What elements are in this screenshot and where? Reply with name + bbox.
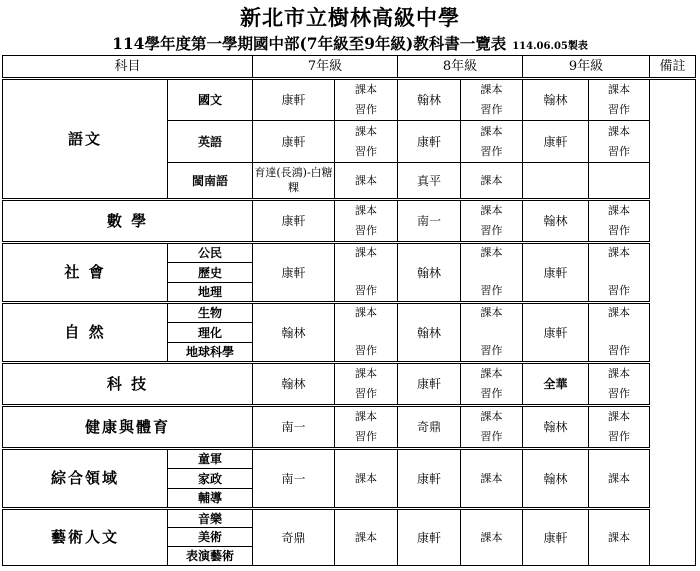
sub-minnan: 閩南語 (168, 163, 253, 200)
page-subtitle (0, 32, 700, 54)
materials-cell (589, 406, 650, 449)
subject-yishu: 藝術人文 (3, 509, 168, 566)
material-textbook: 課本 (355, 173, 378, 187)
material-workbook: 習作 (355, 103, 378, 116)
sub-tongjun: 童軍 (168, 449, 253, 469)
sub-diqiu: 地球科學 (168, 343, 253, 363)
material-textbook: 課本 (480, 83, 503, 96)
material-textbook: 課本 (608, 306, 631, 319)
material-textbook: 課本 (355, 306, 378, 319)
subject-ziran: 自 然 (3, 303, 168, 363)
material-workbook: 習作 (608, 387, 631, 400)
material-textbook: 課本 (480, 530, 503, 544)
material-textbook: 課本 (355, 410, 378, 423)
page-title: 新北市立樹林高級中學 (240, 5, 460, 30)
pub-g7: 奇鼎 (253, 509, 335, 566)
pub-g9: 全華 (523, 363, 589, 406)
sub-shengwu: 生物 (168, 303, 253, 323)
material-workbook: 習作 (608, 430, 631, 443)
material-textbook: 課本 (480, 306, 503, 319)
materials-cell (589, 449, 650, 509)
material-workbook: 習作 (480, 144, 503, 158)
pub-g8: 真平 (398, 163, 461, 200)
material-workbook: 習作 (608, 103, 631, 116)
table-row (3, 363, 696, 406)
sub-gongmin: 公民 (168, 243, 253, 263)
table-row (3, 509, 696, 528)
materials-cell (335, 363, 398, 406)
materials-cell (335, 163, 398, 200)
pub-g9: 康軒 (523, 121, 589, 163)
pub-g9: 翰林 (523, 406, 589, 449)
pub-g8: 翰林 (398, 79, 461, 121)
header-grade-7: 7年級 (253, 56, 398, 79)
pub-g9: 翰林 (523, 449, 589, 509)
materials-cell (589, 303, 650, 363)
material-textbook: 課本 (355, 246, 378, 259)
material-textbook: 課本 (608, 410, 631, 423)
material-workbook: 習作 (355, 144, 378, 158)
pub-g7: 康軒 (253, 200, 335, 243)
pub-g8: 南一 (398, 200, 461, 243)
materials-cell-empty (589, 163, 650, 200)
material-workbook: 習作 (355, 344, 378, 357)
pub-g7: 南一 (253, 449, 335, 509)
material-textbook: 課本 (480, 410, 503, 423)
materials-cell (589, 363, 650, 406)
header-subject: 科目 (3, 56, 253, 79)
materials-cell (461, 163, 523, 200)
materials-cell (335, 303, 398, 363)
material-workbook: 習作 (355, 284, 378, 297)
materials-cell (461, 363, 523, 406)
note-cell (650, 79, 696, 566)
pub-g9: 翰林 (523, 79, 589, 121)
pub-g8: 康軒 (398, 449, 461, 509)
material-textbook: 課本 (355, 124, 378, 138)
pub-g8: 翰林 (398, 303, 461, 363)
subject-shehui: 社 會 (3, 243, 168, 303)
material-workbook: 習作 (480, 224, 503, 237)
pub-g9: 康軒 (523, 243, 589, 303)
sub-fudao: 輔導 (168, 489, 253, 509)
sub-meishu: 美術 (168, 528, 253, 547)
materials-cell (589, 200, 650, 243)
pub-g7: 康軒 (253, 79, 335, 121)
materials-cell (589, 121, 650, 163)
materials-cell (589, 509, 650, 566)
material-textbook: 課本 (608, 530, 631, 544)
header-grade-8: 8年級 (398, 56, 523, 79)
pub-g7: 康軒 (253, 121, 335, 163)
pub-g7: 翰林 (253, 303, 335, 363)
material-textbook: 課本 (355, 530, 378, 544)
subtitle-text: 114學年度第一學期國中部(7年級至9年級)教科書一覽表 (112, 34, 507, 53)
material-textbook: 課本 (355, 83, 378, 96)
pub-g8: 康軒 (398, 363, 461, 406)
subject-keji: 科 技 (3, 363, 253, 406)
sub-lihua: 理化 (168, 323, 253, 343)
materials-cell (335, 449, 398, 509)
materials-cell (589, 79, 650, 121)
materials-cell (461, 303, 523, 363)
material-textbook: 課本 (480, 173, 503, 187)
table-row (3, 303, 696, 323)
subject-jiankang: 健康與體育 (3, 406, 253, 449)
header-grade-9: 9年級 (523, 56, 650, 79)
material-workbook: 習作 (480, 344, 503, 357)
materials-cell (461, 509, 523, 566)
pub-g9-empty (523, 163, 589, 200)
sub-yingyu: 英語 (168, 121, 253, 163)
materials-cell (461, 406, 523, 449)
material-workbook: 習作 (480, 430, 503, 443)
materials-cell (335, 509, 398, 566)
pub-g7: 南一 (253, 406, 335, 449)
subject-yuwen: 語文 (3, 79, 168, 200)
material-workbook: 習作 (608, 344, 631, 357)
materials-cell (335, 243, 398, 303)
subject-shuxue: 數 學 (3, 200, 253, 243)
material-workbook: 習作 (355, 430, 378, 443)
subject-zonghe: 綜合領域 (3, 449, 168, 509)
table-row (3, 406, 696, 449)
date-label: 114.06.05製表 (512, 41, 588, 52)
sub-biaoyan: 表演藝術 (168, 547, 253, 566)
pub-g8: 康軒 (398, 121, 461, 163)
sub-dili: 地理 (168, 283, 253, 303)
material-textbook: 課本 (608, 124, 631, 138)
materials-cell (335, 121, 398, 163)
pub-g7: 翰林 (253, 363, 335, 406)
material-workbook: 習作 (608, 144, 631, 158)
materials-cell (335, 79, 398, 121)
material-workbook: 習作 (480, 284, 503, 297)
material-textbook: 課本 (608, 83, 631, 96)
material-workbook: 習作 (355, 387, 378, 400)
pub-g7: 育達(長鴻)-白糖粿 (253, 163, 335, 200)
table-row (3, 243, 696, 263)
materials-cell (461, 449, 523, 509)
header-note: 備註 (650, 56, 696, 79)
sub-yinyue: 音樂 (168, 509, 253, 528)
sub-guowen: 國文 (168, 79, 253, 121)
pub-g9: 翰林 (523, 200, 589, 243)
materials-cell (461, 121, 523, 163)
materials-cell (461, 200, 523, 243)
material-textbook: 課本 (608, 246, 631, 259)
textbook-table (2, 55, 696, 566)
materials-cell (335, 406, 398, 449)
material-textbook: 課本 (355, 367, 378, 380)
material-workbook: 習作 (355, 224, 378, 237)
pub-g8: 翰林 (398, 243, 461, 303)
material-textbook: 課本 (608, 471, 631, 485)
header-row (3, 56, 696, 79)
material-textbook: 課本 (480, 124, 503, 138)
material-workbook: 習作 (608, 224, 631, 237)
table-row (3, 200, 696, 243)
materials-cell (461, 243, 523, 303)
material-textbook: 課本 (608, 367, 631, 380)
material-textbook: 課本 (608, 204, 631, 217)
materials-cell (461, 79, 523, 121)
pub-g9: 康軒 (523, 303, 589, 363)
pub-g7: 康軒 (253, 243, 335, 303)
material-workbook: 習作 (480, 387, 503, 400)
pub-g8: 康軒 (398, 509, 461, 566)
material-textbook: 課本 (480, 204, 503, 217)
material-textbook: 課本 (355, 471, 378, 485)
material-textbook: 課本 (480, 367, 503, 380)
material-textbook: 課本 (480, 471, 503, 485)
pub-g8: 奇鼎 (398, 406, 461, 449)
table-row (3, 449, 696, 469)
sub-jiazheng: 家政 (168, 469, 253, 489)
material-workbook: 習作 (480, 103, 503, 116)
material-workbook: 習作 (608, 284, 631, 297)
material-textbook: 課本 (355, 204, 378, 217)
materials-cell (335, 200, 398, 243)
materials-cell (589, 243, 650, 303)
sub-lishi: 歷史 (168, 263, 253, 283)
material-textbook: 課本 (480, 246, 503, 259)
table-row (3, 79, 696, 121)
pub-g9: 康軒 (523, 509, 589, 566)
